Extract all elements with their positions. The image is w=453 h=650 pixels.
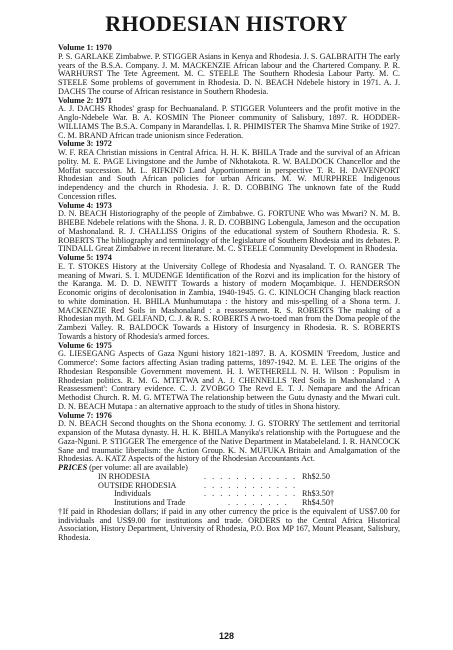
volume-heading: Volume 4: 1973	[58, 200, 112, 210]
price-value: Rh$3.50†	[302, 489, 335, 499]
page-number: 128	[218, 631, 235, 641]
page-title: RHODESIAN HISTORY	[105, 11, 348, 36]
volume-heading: Volume 5: 1974	[58, 253, 112, 262]
volume-contents: E. T. STOKES History at the University College of Rhodesia and Nyasaland. T. O. RANGER The meaning of Mwari. S. I. MUDENGE Identification of the Rozvi and its implication for the history of the Karanga. M. D. D. NEWITT Towards a history of modern Moçambique. J. HENDERSON Economic origins of decolonisation in Zambia, 1940-1945. G. C. KINLOCH Changing black reaction to white domination. H. BHILA Munhumutapa : the history and mis-spelling of a Shona term. J. MACKENZIE Red Soils in Mashonaland : a reassessment. R. S. ROBERTS The making of a Rhodesian myth. M. GELFAND, C. J. & R. S. ROBERTS A two-toed man from the Doma people of the Zambezi Valley. R. BALDOCK Towards a History of Insurgency in Rhodesia. R. S. ROBERTS Towards a history of Rhodesia's armed forces.	[58, 261, 400, 341]
price-footnote: †If paid in Rhodesian dollars; if paid in any other currency the price is the equivalent of US$7.00 for individuals and US$9.00 for institutions and trade. ORDERS to the Central Africa Historical Association, History Department, University of Rhodesia, P.O. Box MP 167, Mount Pleasant, Salisbury, Rhodesia.	[58, 506, 400, 542]
volume-contents: P. S. GARLAKE Zimbabwe. P. STIGGER Asians in Kenya and Rhodesia. J. S. GALBRAITH The early years of the B.S.A. Company. J. M. MACKENZIE African labour and the Chartered Company. P. R. WARHURST The Tete Agreement. M. C. STEELE The Southern Rhodesia Labour Party. M. C. STEELE Some problems of government in Rhodesia. D. N. BEACH Ndebele history in 1971. A. J. DACHS The course of African resistance in Southern Rhodesia.	[58, 51, 400, 96]
price-dots: . . . . . . . . . . . .	[204, 480, 298, 490]
volume-contents: D. N. BEACH Second thoughts on the Shona economy. J. G. STORRY The settlement and territorial expansion of the Mutasa dynasty. H. H. K. BHILA Manyika's relationship with the Portuguese and the Gaza-Nguni. P. STIGGER The emergence of the Native Department in Matabeleland. I. R. HANCOCK Sane and traumatic liberalism: the Action Group. K. N. MUFUKA Britain and Amalgamation of the Rhodesias. A. KATZ Aspects of the history of the Rhodesian Accountants Act.	[58, 419, 400, 464]
price-dots: . . . . . . . .	[228, 498, 289, 507]
volume-contents: D. N. BEACH Historiography of the people of Zimbabwe. G. FORTUNE Who was Mwari? N. M. B. BHEBE Ndebele relations with the Shona. J. R. D. COBBING Lobengula, Jameson and the occupation of Mashonaland. R. J. CHALLISS Origins of the educational system of Southern Rhodesia. R. S. ROBERTS The bibliography and terminology of the legislature of Southern Rhodesia and its debates. P. TINDALL Great Zimbabwe in recent literature. M. C. STEELE Community Development in Rhodesia.	[58, 209, 400, 254]
price-dots: . . . . . . . . . . . .	[204, 489, 298, 499]
price-label: Institutions and Trade	[114, 498, 186, 507]
volume-contents: G. LIESEGANG Aspects of Gaza Nguni history 1821-1897. B. A. KOSMIN 'Freedom, Justice and Commerce': Some factors affecting Asian trading patterns, 1897-1942. M. E. LEE The origins of the Rhodesian Responsible Government movement. H. I. WETHERELL N. H. Wilson : Populism in Rhodesian politics. R. M. G. MTETWA and A. J. CHENNELLS 'Red Soils in Mashonaland : A Reassessment': Contrary evidence. C. J. ZVOBGO The Revd E. T. J. Nemapare and the African Methodist Church. R. M. G. MTETWA The relationship between the Gutu dynasty and the Mwari cult. D. N. BEACH Mutapa : an alternative approach to the study of titles in Shona history.	[58, 349, 400, 411]
price-row	[58, 499, 400, 508]
price-label: IN RHODESIA	[98, 471, 151, 481]
price-dots: . . . . . . . . . . . .	[204, 471, 298, 481]
price-value: Rh$4.50†	[302, 498, 335, 507]
volume-contents: A. J. DACHS Rhodes' grasp for Bechuanaland. P. STIGGER Volunteers and the profit motive in the Anglo-Ndebele War. B. A. KOSMIN The Pioneer community of Salisbury, 1897. R. HODDER-WILLIAMS The B.S.A. Company in Marandellas. I. R. PHIMISTER The Shamva Mine Strike of 1927. C. M. BRAND African trade unionism since Federation.	[58, 104, 400, 140]
prices-label: PRICES	[58, 463, 88, 472]
volume-heading: Volume 6: 1975	[58, 340, 112, 350]
price-label: Individuals	[114, 489, 151, 499]
volume-list	[58, 44, 400, 543]
volume-heading: Volume 3: 1972	[58, 139, 112, 149]
volume-heading: Volume 2: 1971	[58, 95, 112, 105]
volume-contents: W. F. REA Christian missions in Central Africa. H. H. K. BHILA Trade and the survival of an African polity. M. E. PAGE Livingstone and the Jumbe of Nkhotakota. R. W. BALDOCK Chancellor and the Moffat succession. M. L. RIFKIND Land Apportionment in perspective T. R. H. DAVENPORT Rhodesian and South African policies for urban Africans. M. W. MURPHREE Indigenous independency and the church in Rhodesia. J. R. D. COBBING The unknown fate of the Rudd Concession rifles.	[58, 148, 400, 201]
prices-note: (per volume: all are available)	[89, 463, 188, 472]
price-value: Rh$2.50	[302, 471, 330, 481]
volume-heading: Volume 1: 1970	[58, 43, 112, 52]
volume-heading: Volume 7: 1976	[58, 410, 112, 420]
price-label: OUTSIDE RHODESIA	[98, 480, 177, 490]
